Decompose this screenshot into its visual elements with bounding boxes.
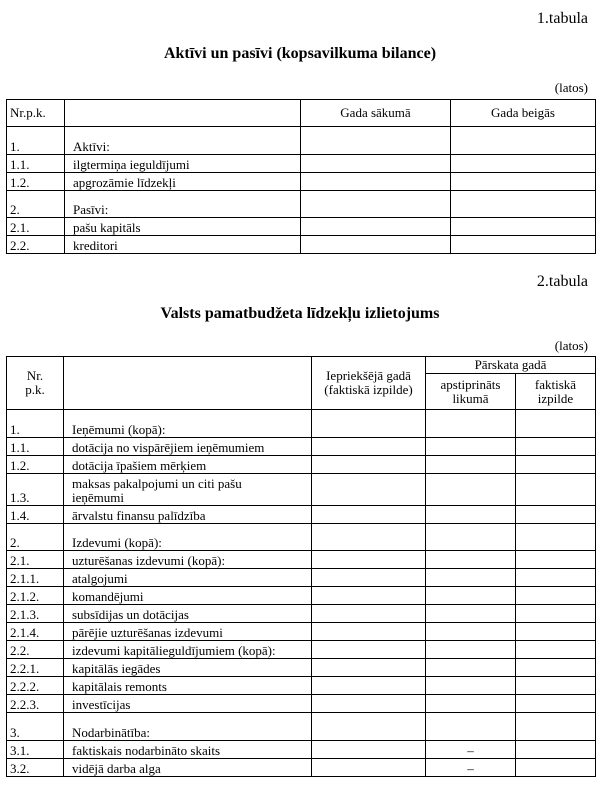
table2-row-number: 2.1.: [7, 551, 64, 569]
table2-cell: [426, 713, 516, 723]
table2-row-number: 2.2.: [7, 641, 64, 659]
table2-row-name: investīcijas: [64, 695, 312, 713]
table2-row-number: 2.1.1.: [7, 569, 64, 587]
table2-actual-value: [516, 758, 596, 776]
table2-header-nr: Nr. p.k.: [7, 357, 64, 410]
table-row: [7, 623, 596, 641]
table2-cell: [312, 523, 426, 533]
table2-approved-value: [426, 623, 516, 641]
table2-row-name: Nodarbinātība:: [64, 722, 312, 740]
table1-start-value: [301, 172, 451, 190]
table-row: [7, 473, 596, 505]
table1-cell: [7, 127, 65, 137]
table2-prev-value: [312, 533, 426, 551]
table2-cell: [426, 410, 516, 420]
table2-cell: [426, 523, 516, 533]
table2-actual-value: [516, 505, 596, 523]
table2-row-number: 2.2.2.: [7, 677, 64, 695]
table-row: [7, 218, 596, 236]
table1-row-number: 2.1.: [7, 218, 65, 236]
table2-cell: [64, 523, 312, 533]
table1-unit: (latos): [554, 80, 588, 95]
table1-row-number: 2.: [7, 200, 65, 218]
table2-row-number: 1.2.: [7, 455, 64, 473]
table2-header-report: Pārskata gadā: [426, 357, 596, 374]
table-row: [7, 154, 596, 172]
table2-row-name: dotācija īpašiem mērķiem: [64, 455, 312, 473]
table2-approved-value: [426, 677, 516, 695]
table1-cell: [451, 190, 596, 200]
table2-cell: [312, 410, 426, 420]
table2-prev-value: [312, 740, 426, 758]
table2-row-name: ārvalstu finansu palīdzība: [64, 505, 312, 523]
table2-cell: [64, 410, 312, 420]
table2-row-name: maksas pakalpojumi un citi pašu ieņēmumi: [64, 473, 312, 505]
table1-row-name: apgrozāmie līdzekļi: [65, 172, 301, 190]
table2-prev-value: [312, 505, 426, 523]
table2-cell: [516, 410, 596, 420]
table-row: [7, 172, 596, 190]
table2-row-name: kapitālais remonts: [64, 677, 312, 695]
table2-cell: [7, 713, 64, 723]
table2-row-number: 2.1.2.: [7, 587, 64, 605]
table1-header-row: [7, 100, 596, 127]
table2-actual-value: [516, 587, 596, 605]
table2-spacer-row: [7, 713, 596, 723]
table2-row-number: 2.1.3.: [7, 605, 64, 623]
table2-approved-value: [426, 587, 516, 605]
table-row: [7, 455, 596, 473]
table1-row-number: 2.2.: [7, 236, 65, 254]
table2-row-number: 2.1.4.: [7, 623, 64, 641]
table2-approved-value: [426, 722, 516, 740]
table1-row-name: pašu kapitāls: [65, 218, 301, 236]
table2-header-actual: faktiskā izpilde: [516, 374, 596, 410]
table2-row-number: 2.2.3.: [7, 695, 64, 713]
table2-header-approved: apstiprināts likumā: [426, 374, 516, 410]
table2-actual-value: [516, 695, 596, 713]
table2-row-number: 3.2.: [7, 758, 64, 776]
table2-prev-value: [312, 437, 426, 455]
table2-header-name: [64, 357, 312, 410]
table2-row-name: uzturēšanas izdevumi (kopā):: [64, 551, 312, 569]
table2-prev-value: [312, 473, 426, 505]
table2-unit: (latos): [554, 338, 588, 353]
table1-cell: [451, 127, 596, 137]
table1-cell: [301, 190, 451, 200]
table2-header-prev: Iepriekšējā gadā (faktiskā izpilde): [312, 357, 426, 410]
table2-row-number: 2.: [7, 533, 64, 551]
table2-approved-value: [426, 569, 516, 587]
table-row: [7, 419, 596, 437]
table1-header-name: [65, 100, 301, 127]
table1-start-value: [301, 236, 451, 254]
table1-row-number: 1.1.: [7, 154, 65, 172]
table-row: [7, 437, 596, 455]
table2-row-name: atalgojumi: [64, 569, 312, 587]
table2-row-number: 3.: [7, 722, 64, 740]
table-row: [7, 505, 596, 523]
table2-actual-value: [516, 722, 596, 740]
table-row: [7, 200, 596, 218]
table-row: [7, 136, 596, 154]
table-row: [7, 569, 596, 587]
table-row: [7, 641, 596, 659]
table2-actual-value: [516, 605, 596, 623]
table1-end-value: [451, 172, 596, 190]
table2-actual-value: [516, 623, 596, 641]
table-row: [7, 605, 596, 623]
table2-cell: [516, 523, 596, 533]
table2-row-name: subsīdijas un dotācijas: [64, 605, 312, 623]
table1-cell: [301, 127, 451, 137]
table2-row-number: 2.2.1.: [7, 659, 64, 677]
table2-row-name: komandējumi: [64, 587, 312, 605]
table1-end-value: [451, 218, 596, 236]
table2-row-name: izdevumi kapitālieguldījumiem (kopā):: [64, 641, 312, 659]
table2-label: 2.tabula: [536, 273, 588, 290]
table2-actual-value: [516, 473, 596, 505]
table1-row-name: Aktīvi:: [65, 136, 301, 154]
table2-row-name: dotācija no vispārējiem ieņēmumiem: [64, 437, 312, 455]
table2-approved-value: [426, 641, 516, 659]
table2-row-name: vidējā darba alga: [64, 758, 312, 776]
table2-row-number: 3.1.: [7, 740, 64, 758]
table2-prev-value: [312, 695, 426, 713]
table-row: [7, 677, 596, 695]
table1-row-number: 1.2.: [7, 172, 65, 190]
table2-actual-value: [516, 533, 596, 551]
table2-cell: [64, 713, 312, 723]
table2-approved-value: [426, 605, 516, 623]
table2-row-number: 1.: [7, 419, 64, 437]
table1-start-value: [301, 154, 451, 172]
table1-row-number: 1.: [7, 136, 65, 154]
table-row: [7, 695, 596, 713]
table2-spacer-row: [7, 410, 596, 420]
table1-row-name: Pasīvi:: [65, 200, 301, 218]
table2-approved-value: [426, 437, 516, 455]
table2-row-number: 1.3.: [7, 473, 64, 505]
table-row: [7, 551, 596, 569]
table1-spacer-row: [7, 127, 596, 137]
table2-approved-value: [426, 533, 516, 551]
table2-prev-value: [312, 659, 426, 677]
table2-prev-value: [312, 587, 426, 605]
table2-prev-value: [312, 605, 426, 623]
table1-start-value: [301, 200, 451, 218]
table2-cell: [312, 713, 426, 723]
table2-approved-value: –: [426, 740, 516, 758]
table2-row-name: Izdevumi (kopā):: [64, 533, 312, 551]
table-row: [7, 758, 596, 776]
table2-row-name: kapitālās iegādes: [64, 659, 312, 677]
table2-approved-value: [426, 473, 516, 505]
table1-label: 1.tabula: [536, 10, 588, 27]
table1-end-value: [451, 154, 596, 172]
table2-prev-value: [312, 569, 426, 587]
table2-prev-value: [312, 551, 426, 569]
table2-prev-value: [312, 455, 426, 473]
table2-row-name: pārējie uzturēšanas izdevumi: [64, 623, 312, 641]
table2-row-number: 1.1.: [7, 437, 64, 455]
table2-approved-value: [426, 695, 516, 713]
table2-approved-value: –: [426, 758, 516, 776]
table1-cell: [65, 190, 301, 200]
table1-end-value: [451, 136, 596, 154]
table1-end-value: [451, 236, 596, 254]
table2-row-number: 1.4.: [7, 505, 64, 523]
table1-row-name: kreditori: [65, 236, 301, 254]
table2-cell: [7, 523, 64, 533]
table1-header-end: Gada beigās: [451, 100, 596, 127]
table2-spacer-row: [7, 523, 596, 533]
table1-cell: [65, 127, 301, 137]
table-row: [7, 659, 596, 677]
table2-actual-value: [516, 551, 596, 569]
table2-cell: [7, 410, 64, 420]
table2-approved-value: [426, 551, 516, 569]
table2-actual-value: [516, 740, 596, 758]
table-row: [7, 740, 596, 758]
table1-title: Aktīvi un pasīvi (kopsavilkuma bilance): [163, 45, 437, 62]
table2-prev-value: [312, 641, 426, 659]
table2-approved-value: [426, 419, 516, 437]
table2-approved-value: [426, 659, 516, 677]
table2-prev-value: [312, 677, 426, 695]
table2-actual-value: [516, 677, 596, 695]
table2-row-name: Ieņēmumi (kopā):: [64, 419, 312, 437]
table1-row-name: ilgtermiņa ieguldījumi: [65, 154, 301, 172]
table2-cell: [516, 713, 596, 723]
table2-prev-value: [312, 623, 426, 641]
table2-prev-value: [312, 722, 426, 740]
table1-start-value: [301, 136, 451, 154]
table1: [6, 99, 596, 254]
table2-actual-value: [516, 569, 596, 587]
table2-actual-value: [516, 659, 596, 677]
table2-prev-value: [312, 419, 426, 437]
table2-approved-value: [426, 505, 516, 523]
table-row: [7, 722, 596, 740]
table2: [6, 356, 596, 777]
table2-header-row-1: [7, 357, 596, 374]
table2-actual-value: [516, 419, 596, 437]
table1-start-value: [301, 218, 451, 236]
table2-title: Valsts pamatbudžeta līdzekļu izlietojums: [160, 305, 440, 322]
table1-header-nr: Nr.p.k.: [7, 100, 65, 127]
table2-prev-value: [312, 758, 426, 776]
table1-header-start: Gada sākumā: [301, 100, 451, 127]
table1-cell: [7, 190, 65, 200]
table-row: [7, 587, 596, 605]
table1-spacer-row: [7, 190, 596, 200]
table-row: [7, 236, 596, 254]
table2-actual-value: [516, 455, 596, 473]
table2-actual-value: [516, 437, 596, 455]
table-row: [7, 533, 596, 551]
table2-row-name: faktiskais nodarbināto skaits: [64, 740, 312, 758]
table1-end-value: [451, 200, 596, 218]
table2-actual-value: [516, 641, 596, 659]
table2-approved-value: [426, 455, 516, 473]
